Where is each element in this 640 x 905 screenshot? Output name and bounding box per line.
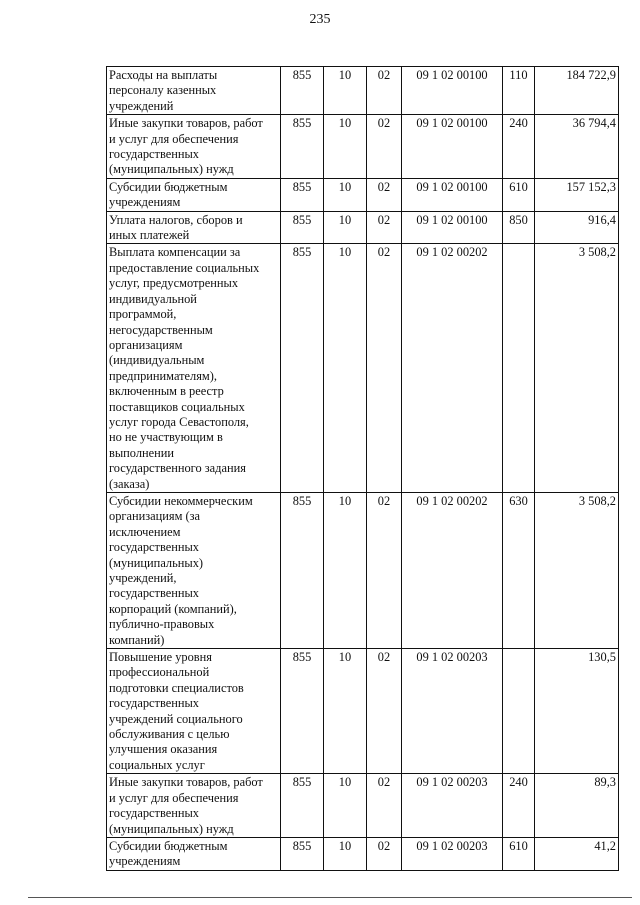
subsection-code-cell: 02 <box>367 649 402 774</box>
ministry-code-cell: 855 <box>281 837 324 870</box>
section-code-cell: 10 <box>324 492 367 648</box>
expense-name-line: государственных <box>109 586 200 601</box>
expense-name-cell <box>107 649 281 774</box>
expense-name-line: (заказа) <box>109 476 150 491</box>
expense-name-line: Повышение уровня <box>109 650 212 665</box>
expense-name-line: учреждений <box>109 98 174 113</box>
expense-name-line: Субсидии бюджетным <box>109 838 228 853</box>
expense-name-line: государственных <box>109 147 200 162</box>
expense-name-line: учреждений социального <box>109 711 243 726</box>
expense-name-line: услуг, предусмотренных <box>109 276 239 291</box>
target-article-cell: 09 1 02 00202 <box>402 492 503 648</box>
expense-name-line: социальных услуг <box>109 757 205 772</box>
subsection-code-cell: 02 <box>367 115 402 179</box>
table-row <box>107 649 619 774</box>
expense-type-cell: 610 <box>503 178 535 211</box>
ministry-code-cell: 855 <box>281 115 324 179</box>
target-article-cell: 09 1 02 00100 <box>402 67 503 115</box>
expense-type-cell: 630 <box>503 492 535 648</box>
expense-name-line: государственного задания <box>109 461 246 476</box>
expense-type-cell: 850 <box>503 211 535 244</box>
amount-cell: 89,3 <box>535 774 619 838</box>
expense-name-cell <box>107 244 281 493</box>
expense-name-line: организациям (за <box>109 509 201 524</box>
section-code-cell: 10 <box>324 115 367 179</box>
expense-name-line: и услуг для обеспечения <box>109 131 239 146</box>
amount-cell: 916,4 <box>535 211 619 244</box>
expense-name-line: публично-правовых <box>109 617 215 632</box>
expense-type-cell <box>503 244 535 493</box>
expense-name-line: Расходы на выплаты <box>109 68 218 82</box>
amount-cell: 3 508,2 <box>535 244 619 493</box>
expense-name-line: улучшения оказания <box>109 742 218 757</box>
expense-name-cell <box>107 774 281 838</box>
expense-name-line: Иные закупки товаров, работ <box>109 775 263 790</box>
subsection-code-cell: 02 <box>367 67 402 115</box>
expense-name-line: Выплата компенсации за <box>109 245 241 260</box>
expense-type-cell: 110 <box>503 67 535 115</box>
expense-name-line: индивидуальной <box>109 291 197 306</box>
expense-name-line: Субсидии бюджетным <box>109 179 228 194</box>
section-code-cell: 10 <box>324 649 367 774</box>
expense-name-line: государственных <box>109 540 200 555</box>
expense-name-line: Уплата налогов, сборов и <box>109 212 243 227</box>
target-article-cell: 09 1 02 00203 <box>402 649 503 774</box>
expense-name-line: (индивидуальным <box>109 353 205 368</box>
expense-name-line: программой, <box>109 307 177 322</box>
expense-name-line: подготовки специалистов <box>109 680 244 695</box>
target-article-cell: 09 1 02 00203 <box>402 774 503 838</box>
expense-name-line: учреждениям <box>109 854 181 869</box>
expense-name-line: предоставление социальных <box>109 260 260 275</box>
expense-name-line: Иные закупки товаров, работ <box>109 116 263 131</box>
expense-name-line: корпораций (компаний), <box>109 601 237 616</box>
expense-name-line: иных платежей <box>109 228 190 243</box>
expense-name-cell <box>107 67 281 115</box>
table-row <box>107 492 619 648</box>
target-article-cell: 09 1 02 00203 <box>402 837 503 870</box>
expense-name-line: услуг города Севастополя, <box>109 414 249 429</box>
table-row <box>107 837 619 870</box>
subsection-code-cell: 02 <box>367 492 402 648</box>
expense-name-line: выполнении <box>109 445 175 460</box>
ministry-code-cell: 855 <box>281 774 324 838</box>
expense-name-line: (муниципальных) нужд <box>109 821 234 836</box>
ministry-code-cell: 855 <box>281 649 324 774</box>
target-article-cell: 09 1 02 00100 <box>402 115 503 179</box>
table-row <box>107 774 619 838</box>
expense-name-cell <box>107 178 281 211</box>
amount-cell: 130,5 <box>535 649 619 774</box>
target-article-cell: 09 1 02 00100 <box>402 178 503 211</box>
amount-cell: 3 508,2 <box>535 492 619 648</box>
subsection-code-cell: 02 <box>367 837 402 870</box>
section-code-cell: 10 <box>324 837 367 870</box>
expense-type-cell: 240 <box>503 115 535 179</box>
expense-name-line: предпринимателям), <box>109 368 217 383</box>
expense-name-line: организациям <box>109 337 183 352</box>
table-body <box>107 67 619 871</box>
expense-name-cell <box>107 211 281 244</box>
expense-name-line: негосударственным <box>109 322 213 337</box>
expense-name-line: профессиональной <box>109 665 210 680</box>
budget-table <box>106 66 619 871</box>
table-row <box>107 178 619 211</box>
expense-type-cell <box>503 649 535 774</box>
expense-name-line: включенным в реестр <box>109 384 224 399</box>
expense-name-cell <box>107 115 281 179</box>
expense-name-line: но не участвующим в <box>109 430 223 445</box>
amount-cell: 157 152,3 <box>535 178 619 211</box>
target-article-cell: 09 1 02 00100 <box>402 211 503 244</box>
amount-cell: 36 794,4 <box>535 115 619 179</box>
expense-name-line: исключением <box>109 524 181 539</box>
expense-name-line: учреждениям <box>109 195 181 210</box>
ministry-code-cell: 855 <box>281 492 324 648</box>
section-code-cell: 10 <box>324 178 367 211</box>
expense-type-cell: 610 <box>503 837 535 870</box>
expense-name-line: компаний) <box>109 632 165 647</box>
expense-name-line: (муниципальных) <box>109 555 204 570</box>
expense-name-line: поставщиков социальных <box>109 399 245 414</box>
expense-name-line: учреждений, <box>109 571 177 585</box>
table-row <box>107 211 619 244</box>
expense-name-line: обслуживания с целью <box>109 727 230 742</box>
expense-name-line: Субсидии некоммерческим <box>109 493 253 508</box>
ministry-code-cell: 855 <box>281 67 324 115</box>
expense-name-line: персоналу казенных <box>109 83 217 98</box>
expense-name-line: (муниципальных) нужд <box>109 162 234 177</box>
expense-name-line: государственных <box>109 806 200 821</box>
expense-type-cell: 240 <box>503 774 535 838</box>
subsection-code-cell: 02 <box>367 211 402 244</box>
expense-name-cell <box>107 492 281 648</box>
table-row <box>107 67 619 115</box>
amount-cell: 184 722,9 <box>535 67 619 115</box>
table-row <box>107 115 619 179</box>
amount-cell: 41,2 <box>535 837 619 870</box>
expense-name-cell <box>107 837 281 870</box>
ministry-code-cell: 855 <box>281 211 324 244</box>
table-row <box>107 244 619 493</box>
page-number: 235 <box>309 12 331 27</box>
expense-name-line: и услуг для обеспечения <box>109 790 239 805</box>
section-code-cell: 10 <box>324 211 367 244</box>
target-article-cell: 09 1 02 00202 <box>402 244 503 493</box>
subsection-code-cell: 02 <box>367 774 402 838</box>
section-code-cell: 10 <box>324 244 367 493</box>
ministry-code-cell: 855 <box>281 178 324 211</box>
section-code-cell: 10 <box>324 774 367 838</box>
expense-name-line: государственных <box>109 696 200 711</box>
section-code-cell: 10 <box>324 67 367 115</box>
subsection-code-cell: 02 <box>367 178 402 211</box>
page-bottom-rule <box>28 897 632 898</box>
subsection-code-cell: 02 <box>367 244 402 493</box>
ministry-code-cell: 855 <box>281 244 324 493</box>
